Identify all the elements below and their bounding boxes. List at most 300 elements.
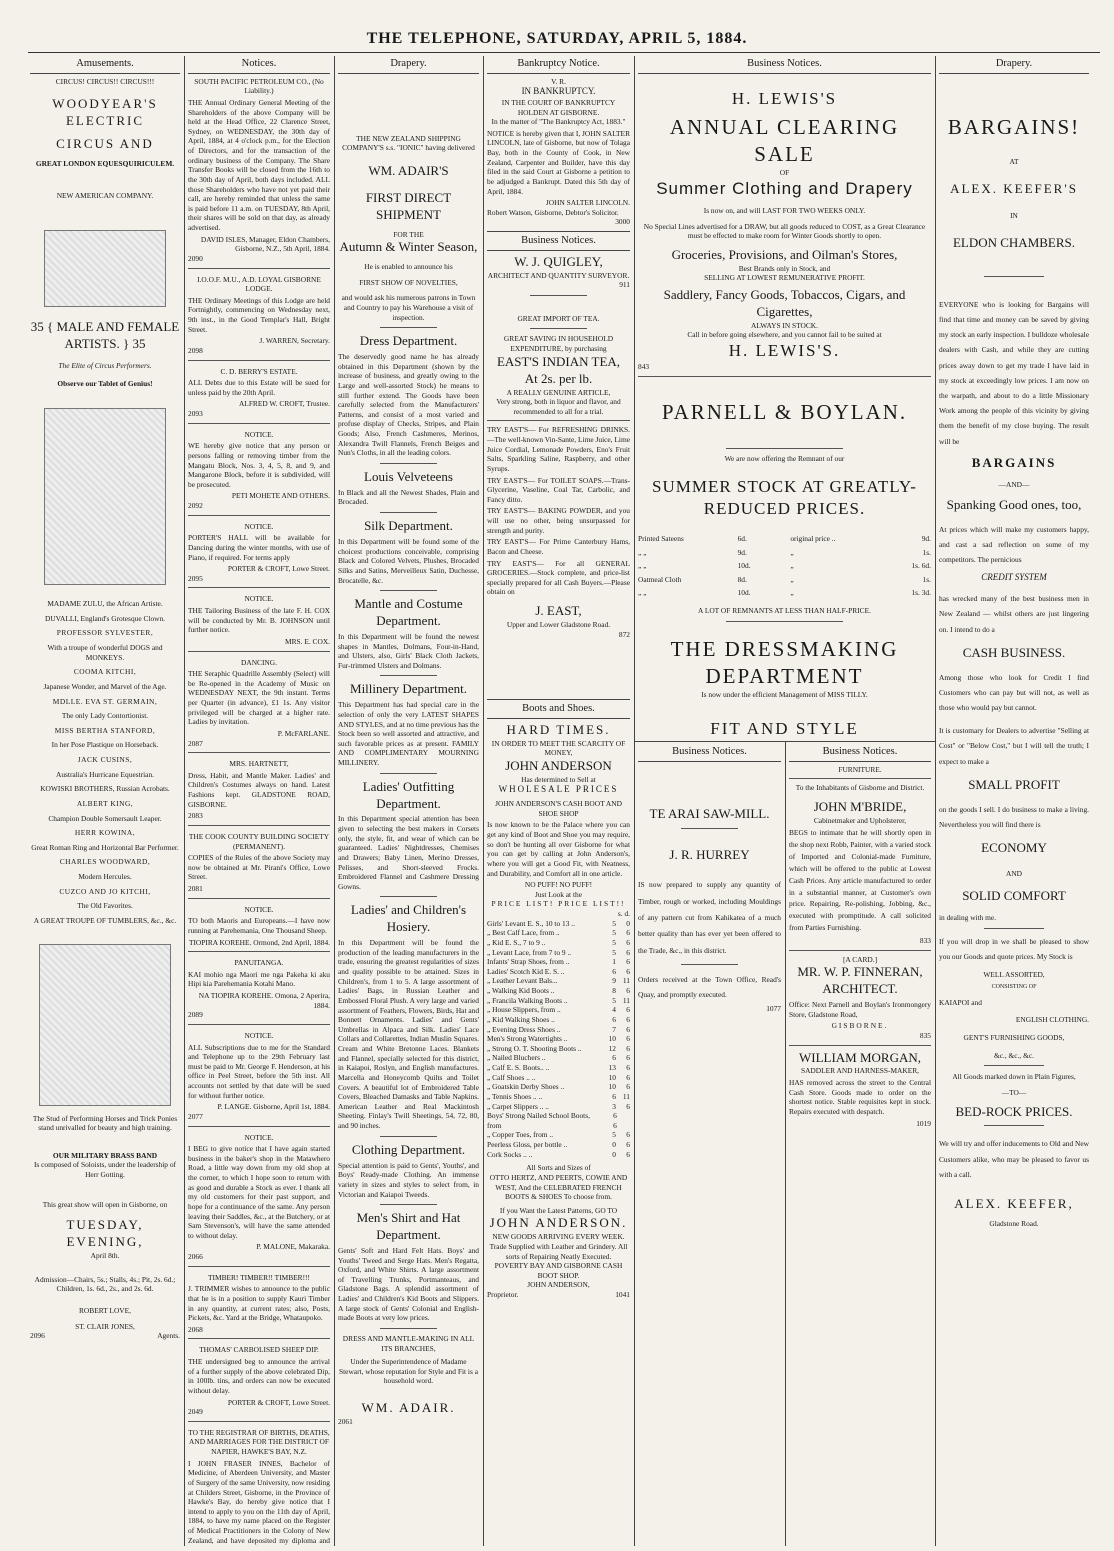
try-easts-item: TRY EAST'S— For all GENERAL GROCERIES.—Stock complete, and price-list specially prepared for all Cash Buyers.—Please obtain on	[487, 558, 630, 597]
solicit-line: and would ask his numerous patrons in Town and Country to pay his Warehouse a visit of inspection.	[341, 293, 476, 322]
notice-signature: P. LANGE. Gisborne, April 1st, 1884.	[217, 1102, 330, 1112]
remnant-original: 1s. 3d.	[911, 588, 931, 598]
finneran-office: Office: Next Parnell and Boylan's Ironmongery Store, Gladstone Road,	[789, 1000, 931, 1019]
cash-business: CASH BUSINESS.	[962, 644, 1066, 660]
circus-cry: CIRCUS! CIRCUS!! CIRCUS!!!	[55, 76, 155, 86]
lewis-name: H. LEWIS'S.	[728, 341, 841, 361]
te-arai: TE ARAI SAW-MILL.	[649, 805, 770, 821]
performer-line: ALBERT KING,	[76, 798, 134, 808]
parnell-boylan: PARNELL & BOYLAN.	[661, 399, 908, 424]
remnant-original: 1s.	[922, 574, 931, 584]
and-line: —AND—	[998, 479, 1030, 489]
notice-ad	[188, 832, 330, 899]
dept-title: Louis Velveteens	[364, 468, 453, 484]
notice-title: C. D. BERRY'S ESTATE.	[220, 366, 298, 376]
notice-signature: DAVID ISLES, Manager, Eldon Chambers, Gisborne, N.Z., 5th April, 1884.	[200, 234, 330, 254]
tilly-line: Is now under the efficient Management of MISS TILLY.	[701, 690, 868, 700]
price-item: Men's Strong Watertights ..	[487, 1034, 568, 1044]
notice-divider	[188, 651, 330, 652]
circus-title: GREAT LONDON EQUESQUIRICULEM.	[35, 158, 175, 168]
price-list-title: PRICE LIST! PRICE LIST!!	[491, 899, 626, 909]
notice-signature: P. McFARLANE.	[277, 728, 330, 738]
spanking-line: Spanking Good ones, too,	[946, 497, 1082, 513]
performer-line: The Old Favorites.	[77, 901, 133, 911]
price-pence: 6	[626, 1072, 630, 1082]
dressmaking-line: DRESS AND MANTLE-MAKING IN ALL ITS BRANCHES,	[342, 1333, 475, 1353]
price-shillings: 8	[612, 986, 616, 996]
notice-divider	[188, 898, 330, 899]
east-name: J. EAST,	[535, 603, 582, 619]
sawmill-orders: Orders received at the Town Office, Read's Quay, and promptly executed.	[638, 974, 781, 999]
section-heading: Drapery.	[939, 56, 1089, 74]
price-pence: 6	[626, 1014, 630, 1024]
remnants-line: A LOT OF REMNANTS AT LESS THAN HALF-PRICE.	[698, 606, 871, 616]
horse-rider-illustration	[44, 408, 166, 585]
crest: V. R.	[551, 76, 566, 86]
notice-title: THOMAS' CARBOLISED SHEEP DIP.	[199, 1345, 319, 1355]
price-shillings: 6	[612, 966, 616, 976]
keefer-body: on the goods I sell. I do business to make a living. Nevertheless you will find there is	[939, 804, 1089, 829]
ref-number: 2093	[188, 409, 203, 419]
price-shillings: 1	[612, 957, 616, 967]
performer-list	[30, 599, 180, 925]
notice-ad	[188, 522, 330, 589]
price-shillings: 10	[608, 1082, 616, 1092]
circus-illustration	[44, 230, 166, 307]
notice-ad	[188, 430, 330, 516]
price-pence: 6	[626, 937, 630, 947]
notice-body: COPIES of the Rules of the above Society may now be obtained at Mr. Pirani's Office, Lowe Street.	[188, 853, 330, 882]
dept-body: In Black and all the Newest Shades, Plain and Brocaded.	[338, 487, 479, 507]
price-row	[487, 928, 630, 938]
latest-patterns: If you Want the Latest Patterns, GO TO	[499, 1205, 618, 1215]
notice-title: TIMBER! TIMBER!! TIMBER!!!	[208, 1272, 310, 1282]
section-heading: Business Notices.	[789, 744, 931, 762]
price-item: „ Kid Walking Shoes ..	[487, 1014, 555, 1024]
notice-ad	[188, 958, 330, 1025]
notice-body: WE hereby give notice that any person or persons falling or removing timber from the Mangatu Block, Nos. 3, 4, 5, 8, and 9, and Mangarone Block, before it is subdivided, will be prosecuted.	[188, 441, 330, 489]
section-heading: Business Notices.	[487, 231, 630, 251]
price-shillings: 10	[608, 1072, 616, 1082]
notice-signature: J. WARREN, Secretary.	[259, 336, 330, 346]
notice-divider	[188, 752, 330, 753]
performer-line: In her Pose Plastique on Horseback.	[51, 740, 159, 750]
notice-ad	[188, 1428, 330, 1546]
gents-line: GENT'S FURNISHING GOODS,	[963, 1033, 1065, 1043]
trade-line: Trade Supplied with Leather and Grindery. All sorts of Repairing Neatly Executed.	[489, 1241, 628, 1261]
notice-body: THE Seraphic Quadrille Assembly (Select) will be Re-opened in the Academy of Music on WEDNESDAY NEXT, the 9th instant. Terms per Quarter (in advance), £1 1s. Any visitor privileged will be charged at a higher rate. Ladies by invitation.	[188, 669, 330, 727]
price-row	[487, 1053, 630, 1063]
price-item: „ Evening Dress Shoes ..	[487, 1024, 561, 1034]
price-shillings: 5	[612, 928, 616, 938]
to-inhabitants: To the Inhabitants of Gisborne and District.	[795, 783, 925, 793]
notice-body: ALL Subscriptions due to me for the Standard and Telephone up to the 29th February last must be paid to Mr. George F. Henderson, at his office in Peel Street, before the 5th inst. All accounts not settled by that date will be sued for without further notice.	[188, 1042, 330, 1100]
shop-title: JOHN ANDERSON'S CASH BOOT AND SHOE SHOP	[495, 799, 622, 818]
section-heading: Bankruptcy Notice.	[487, 56, 630, 74]
ref-number: 2066	[188, 1252, 203, 1262]
enabled-line: He is enabled to announce his	[364, 262, 453, 272]
dept-divider	[380, 675, 436, 676]
column-drapery-keefer	[939, 56, 1089, 1546]
column-sawmill	[638, 744, 781, 1544]
performer-line: MISS BERTHA STANFORD,	[54, 725, 156, 735]
notice-title: NOTICE.	[244, 1030, 274, 1040]
solicitor: Robert Watson, Gisborne, Debtor's Solicitor.	[487, 207, 619, 217]
remnant-row	[638, 534, 931, 544]
ref-number: 911	[619, 280, 630, 290]
notice-title: NOTICE.	[244, 904, 274, 914]
agent-name: ST. CLAIR JONES,	[75, 1321, 135, 1331]
ref-number: 2081	[188, 884, 203, 894]
dept-title: Mantle and Costume Department.	[354, 596, 463, 629]
notice-body: THE Annual Ordinary General Meeting of the Shareholders of the above Company will be held at the Head Office, 22 Clarence Street, Sydney, on WEDNESDAY, the 30th day of April, 1884, at 4 o'clock p.m., for the Election of Directors, and for the transaction of the ordinary business of the Company. The Share Transfer Books will be closed from the 16th to the 30th day of April, both days included. ALL those Shareholders who have not yet paid their call, are hereby reminded that unless the same is paid before 11 a.m. on TUESDAY, 8th April, their shares will be sold on that day, as already advertised.	[188, 97, 330, 233]
column-business-notices	[638, 56, 931, 736]
price-item: „ Carpet Slippers .. ..	[487, 1101, 549, 1111]
remnant-original-label: „	[790, 588, 794, 598]
dept-divider	[380, 463, 436, 464]
remnant-item: „ „	[638, 561, 647, 571]
price-row	[487, 1111, 630, 1130]
price-row	[487, 957, 630, 967]
notice-ad	[188, 594, 330, 651]
price-pence: 11	[622, 1091, 630, 1101]
in-line: IN	[1010, 211, 1018, 221]
remnant-original-label: „	[790, 547, 794, 557]
dept-divider	[380, 512, 436, 513]
notice-ad	[188, 905, 330, 953]
price-item: Cork Socks .. ..	[487, 1149, 533, 1159]
dept-divider	[380, 773, 436, 774]
performer-line: JACK CUSINS,	[77, 755, 133, 765]
price-unit-header: s. d.	[617, 909, 630, 919]
price-row	[487, 1034, 630, 1044]
notice-body: KAI mohio nga Maori me nga Pakeha ki aku Hipi kia Parehemania Kotahi Mano.	[188, 969, 330, 989]
performer-line: With a troupe of wonderful DOGS and MONKEYS.	[47, 643, 163, 662]
best-brands: Best Brands only in Stock, and	[738, 263, 831, 273]
performer-line: Modern Hercules.	[78, 872, 132, 882]
just-look: Just Look at the	[534, 889, 582, 899]
notice-title: NOTICE.	[244, 429, 274, 439]
dept-body: This Department has had special care in the selection of only the very LATEST SHAPES AND STYLES, and at no time previous has the Stock been so well assorted and attractive, and such favorable prices as at present. FAMILY AND COMPLIMENTARY MOURNING MILLINERY.	[338, 700, 479, 768]
keefer-body: At prices which will make my customers happy, and cast a sad reflection on some of my competitors. The pernicious	[939, 525, 1089, 565]
remnant-original-label: „	[790, 561, 794, 571]
now-on: Is now on, and will LAST FOR TWO WEEKS ONLY.	[703, 206, 866, 216]
no-puff: NO PUFF! NO PUFF!	[524, 880, 593, 890]
price-row	[487, 986, 630, 996]
price-shillings: 3	[612, 1101, 616, 1111]
price-row	[487, 1082, 630, 1092]
notice-divider	[188, 587, 330, 588]
finneran-name: MR. W. P. FINNERAN, ARCHITECT.	[797, 964, 923, 997]
notice-title: SOUTH PACIFIC PETROLEUM CO., (No Liability.)	[194, 76, 324, 96]
ref-number: 2049	[188, 1407, 203, 1417]
artists-count: 35 { MALE AND FEMALE ARTISTS. } 35	[30, 319, 180, 352]
always-line: ALWAYS IN STOCK.	[750, 320, 818, 330]
of-line: OF	[779, 168, 790, 178]
price-pence: 6	[626, 1053, 630, 1063]
dept-divider	[380, 1204, 436, 1205]
dept-divider	[380, 896, 436, 897]
marked-line: All Goods marked down in Plain Figures,	[952, 1072, 1076, 1082]
price-pence: 6	[626, 1063, 630, 1073]
notice-signature: PORTER & CROFT, Lowe Street.	[227, 564, 330, 574]
lewis-name: H. LEWIS'S	[731, 88, 838, 108]
price-item: „ Goatskin Derby Shoes ..	[487, 1082, 565, 1092]
price-shillings: 9	[612, 976, 616, 986]
dept-divider	[380, 590, 436, 591]
remnant-item: Printed Sateens	[638, 533, 684, 543]
performer-line: The only Lady Contortionist.	[61, 711, 149, 721]
dept-body: Gents' Soft and Hard Felt Hats. Boys' and Youths' Tweed and Serge Hats. Men's Regatta, Oxford, and White Shirts. A large assortment of Travelling Trunks, Portmanteaus, and Gladstone Bags. A splendid assortment of Ladies' and Children's Kid Boots and Slippers. A large stock of Gents' Colonial and English-made Boots at very low prices.	[338, 1245, 479, 1323]
tea-strong: Very strong, both in liquor and flavor, and recommended to all for a trial.	[496, 397, 621, 416]
price-shillings: 4	[612, 1005, 616, 1015]
notice-title: THE COOK COUNTY BUILDING SOCIETY (PERMANENT).	[188, 831, 330, 851]
notice-ad	[188, 367, 330, 424]
notice-signature: ALFRED W. CROFT, Trustee.	[238, 399, 330, 409]
price-shillings: 0	[612, 1149, 616, 1159]
ref-number: 2077	[188, 1111, 203, 1121]
price-pence: 6	[626, 1140, 630, 1150]
performer-line: Champion Double Somersault Leaper.	[48, 813, 162, 823]
tea-import: GREAT IMPORT OF TEA.	[517, 313, 600, 323]
ref-number: 2089	[188, 1010, 203, 1020]
ref-number: 1019	[916, 1118, 931, 1128]
performer-line: DUVALLI, England's Grotesque Clown.	[44, 613, 166, 623]
section-heading: Notices.	[188, 56, 330, 74]
remnant-original: 1s. 6d.	[911, 561, 931, 571]
ref-number: 1077	[766, 1004, 781, 1014]
keefer-body: EVERYONE who is looking for Bargains will find that time and money can be saved by giving my stock an early inspection. I bulldoze wholesale dealers with Cash, and while they are cutting prices away down to get my trade I have laid in my stock at exceedingly low prices. I am now on the warpath, and about to do a little Missionary Work among the people of this vicinity by giving them the benefit of my close buying. The result will be	[939, 299, 1089, 446]
superintendence-line: Under the Superintendence of Madame Stewart, whose reputation for Style and Fit is a household word.	[339, 1357, 478, 1386]
anderson-name: JOHN ANDERSON	[505, 757, 612, 773]
price-shillings: 6	[612, 1053, 616, 1063]
remnant-original: 1s.	[922, 547, 931, 557]
price-item: „ Francila Walking Boots ..	[487, 995, 568, 1005]
column-drapery-adair	[338, 56, 479, 1546]
mbride-trade: Cabinetmaker and Upholsterer,	[813, 815, 907, 825]
try-easts-item: TRY EAST'S— For REFRESHING DRINKS.—The well-known Vin-Sante, Lime Juice, Lime Juice Cordial, Lemonade Powders, Eno's Fruit Salts, Sparkling Saline, Raspberry, and other Syrups.	[487, 425, 630, 473]
remnant-price: 10d.	[737, 588, 751, 598]
dept-title: Clothing Department.	[351, 1141, 466, 1157]
notice-title: NOTICE.	[244, 594, 274, 604]
dept-title: Millinery Department.	[350, 681, 467, 697]
ref-number: 843	[638, 362, 650, 372]
shop-body: Is now known to be the Palace where you can get any kind of Boot and Shoe you may require, so don't be hunting all over Gisborne for what you can get by calling at John Anderson's, where you will get a Good Fit, with Neatness, and Durability, and Comfort all in one article.	[487, 820, 630, 878]
matter-line: In the matter of "The Bankruptcy Act, 1883."	[491, 117, 626, 127]
price-pence: 6	[626, 928, 630, 938]
notice-divider	[188, 423, 330, 424]
column-rule	[483, 56, 484, 1546]
notice-divider	[188, 360, 330, 361]
performer-line: MDLLE. EVA ST. GERMAIN,	[52, 696, 158, 706]
remnant-item: Oatmeal Cloth	[638, 574, 682, 584]
performer-line: KOWISKI BROTHERS, Russian Acrobats.	[40, 784, 170, 794]
notice-title: TO THE REGISTRAR OF BIRTHS, DEATHS, AND MARRIAGES FOR THE DISTRICT OF NAPIER, HAWKE'S BAY, N.Z.	[188, 1427, 330, 1457]
price-row	[487, 1092, 630, 1102]
at-line: AT	[1009, 156, 1019, 166]
dept-divider	[380, 327, 436, 328]
notice-ad	[188, 759, 330, 826]
price-row	[487, 1025, 630, 1035]
credit-system: CREDIT SYSTEM	[981, 571, 1047, 582]
performer-line: Japanese Wonder, and Marvel of the Age.	[43, 681, 167, 691]
price-shillings: 13	[608, 1063, 616, 1073]
performer-line: PROFESSOR SYLVESTER,	[56, 628, 154, 638]
notice-body: THE Tailoring Business of the late F. H. COX will be conducted by Mr. B. JOHNSON until further notice.	[188, 606, 330, 635]
price-row	[487, 976, 630, 986]
shipping-line: THE NEW ZEALAND SHIPPING COMPANY'S s.s. "IONIC" having delivered	[342, 133, 475, 153]
price-shillings: 7	[612, 1024, 616, 1034]
price-item: „ Calf Shoes .. ..	[487, 1072, 536, 1082]
band-desc: Is composed of Soloists, under the leadership of Herr Gotting.	[33, 1160, 177, 1180]
and-line: AND	[1005, 868, 1022, 878]
price-shillings: 5	[612, 947, 616, 957]
department-list	[338, 327, 479, 1323]
price-row	[487, 1073, 630, 1083]
performer-line: HERR KOWINA,	[74, 828, 136, 838]
performer-line: CUZCO AND JO KITCHI,	[59, 886, 151, 896]
performer-line: MADAME ZULU, the African Artiste.	[47, 599, 163, 609]
notice-ad	[188, 1133, 330, 1267]
price-item: „ Tennis Shoes .. ..	[487, 1091, 543, 1101]
dept-title: Ladies' and Children's Hosiery.	[350, 902, 467, 935]
price-item: Girls' Levant E. S., 10 to 13 ..	[487, 918, 575, 928]
price-shillings: 6	[613, 1111, 617, 1121]
remnant-row	[638, 588, 931, 598]
tea-name: EAST'S INDIAN TEA,	[496, 353, 621, 369]
price-item: „ Nailed Bluchers ..	[487, 1053, 546, 1063]
notice-signature: MRS. E. COX.	[285, 636, 330, 646]
column-notices	[188, 56, 330, 1546]
tea-saving: GREAT SAVING IN HOUSEHOLD EXPENDITURE, by purchasing	[503, 334, 614, 354]
price-shillings: 5	[612, 937, 616, 947]
remnant-price-table	[638, 534, 931, 598]
notice-divider	[188, 825, 330, 826]
performer-line: COOMA KITCHI,	[73, 667, 137, 677]
keefer-body: has wrecked many of the best business men in New Zealand — whilst others are just lingering on. I intend to do a	[939, 594, 1089, 634]
notice-signature: TIOPIRA KOREHE. Ormond, 2nd April, 1884.	[188, 937, 330, 947]
try-easts-item: TRY EAST'S— BAKING POWDER, and you will use no other, being unsurpassed for strength and purity.	[487, 506, 630, 535]
annual-sale: ANNUAL CLEARING SALE	[669, 114, 900, 167]
dept-body: In this Department special attention has been given to selecting the best makers in Corsets only, the style, fit, and wear of which can be guaranteed. Ladies' Nightdresses, Chemises and Drawers; Baby Linen, Merino Dresses, Pelisses, and Short-sleeved Frocks. Embroidered Flannel and Cashmere Dressing Gowns.	[338, 814, 479, 891]
ref-number: 2096	[30, 1331, 45, 1341]
notice-title: DANCING.	[241, 657, 277, 667]
ref-number: 872	[618, 629, 630, 639]
price-shillings: 6	[612, 1091, 616, 1101]
bed-rock: BED-ROCK PRICES.	[955, 1103, 1073, 1119]
notice-body: J. TRIMMER wishes to announce to the public that he is in a position to supply Kauri Timber in any quantity, at current rates; also, Posts, Pickets, &c. Yard at the Bridge, Whataupoko.	[188, 1284, 330, 1323]
keefer-body: Among those who look for Credit I find Customers who can pay but will not, as well as those who would pay but cannot.	[939, 672, 1089, 713]
remnant-row	[638, 561, 931, 571]
tuesday-line: TUESDAY, EVENING,	[66, 1217, 144, 1250]
price-pence: 6	[626, 1034, 630, 1044]
price-row	[487, 938, 630, 948]
notice-body: TO both Maoris and Europeans.—I have now running at Parehemania, One Thousand Sheep.	[188, 916, 330, 935]
price-pence: 6	[626, 1149, 630, 1159]
notice-divider	[188, 1126, 330, 1127]
dealing-line: in dealing with me.	[939, 913, 997, 923]
column-amusements	[30, 56, 180, 1546]
scarcity-line: IN ORDER TO MEET THE SCARCITY OF MONEY,	[491, 738, 626, 758]
opening-line: This great show will open in Gisborne, on	[42, 1199, 168, 1209]
column-rule	[334, 56, 335, 1546]
price-item: „ Best Calf Lace, from ..	[487, 928, 560, 938]
signer: JOHN SALTER LINCOLN.	[545, 198, 630, 208]
price-row	[487, 1102, 630, 1112]
ref-number: 1041	[615, 1290, 630, 1300]
price-pence: 11	[622, 976, 630, 986]
notice-body: I JOHN FRASER INNES, Bachelor of Medicine, of Aberdeen University, and Master of Surgery of the same University, now residing at Childers Street, Gisborne, in the Province of Hawke's Bay, do hereby give notice that I intend to apply to you on the 11th day of April, 1884, to have my name placed on the Register of Medical Practitioners in the Colony of New Zealand, and have deposited my diploma and	[188, 1458, 330, 1545]
quigley-name: W. J. QUIGLEY,	[514, 253, 603, 269]
notice-title: NOTICE.	[244, 1132, 274, 1142]
remnant-original-label: original price ..	[790, 533, 836, 543]
dept-body: Special attention is paid to Gents', Youths', and Boys' Ready-made Clothing. An immense variety in sizes and styles to select from, in Victorian and Kaiapoi Tweeds.	[338, 1160, 479, 1199]
notice-signature: PETI MOHETE AND OTHERS.	[231, 491, 330, 501]
notice-body: Dress, Habit, and Mantle Maker. Ladies' and Children's Costumes always on hand. Latest Fashions kept. GLADSTONE ROAD, GISBORNE.	[188, 770, 330, 809]
remnant-original: 9d.	[921, 533, 931, 543]
price-pence: 6	[626, 1043, 630, 1053]
price-row	[487, 1140, 630, 1150]
column-rule	[935, 56, 936, 1546]
furniture-title: FURNITURE.	[838, 764, 882, 774]
price-item: „ Kid E. S., 7 to 9 ..	[487, 937, 546, 947]
boot-price-table	[487, 919, 630, 1160]
agent-name: ROBERT LOVE,	[79, 1306, 131, 1315]
saddlery-line: Saddlery, Fancy Goods, Tobaccos, Cigars, and Cigarettes,	[663, 287, 906, 319]
notice-ad	[188, 275, 330, 361]
performer-line: CHARLES WOODWARD,	[59, 857, 151, 867]
dressmaking-dept: THE DRESSMAKING DEPARTMENT	[670, 636, 899, 688]
column-rule	[785, 742, 786, 1546]
groceries-line: Groceries, Provisions, and Oilman's Stores,	[671, 246, 898, 262]
remnant-item: „ „	[638, 588, 647, 598]
keefer-name: ALEX. KEEFER'S	[950, 180, 1078, 196]
column-rule	[184, 56, 185, 1546]
price-pence: 6	[613, 1120, 617, 1130]
keefer-body: If you will drop in we shall be pleased to show you our Goods and quote prices. My Stock is	[939, 937, 1089, 962]
ref-number: 2087	[188, 738, 203, 748]
price-row	[487, 1130, 630, 1140]
price-pence: 6	[626, 986, 630, 996]
top-rule	[28, 52, 1100, 53]
dept-title: Dress Department.	[359, 333, 458, 349]
section-heading: Business Notices.	[638, 744, 781, 762]
ref-number: 835	[919, 1030, 931, 1040]
band-title: OUR MILITARY BRASS BAND	[52, 1150, 158, 1160]
price-pence: 6	[626, 957, 630, 967]
price-item: Boys' Strong Nailed School Boots, from	[487, 1111, 590, 1130]
ref-number: 2068	[188, 1324, 203, 1334]
wholesale-line: WHOLESALE PRICES	[498, 784, 619, 795]
price-pence: 6	[626, 966, 630, 976]
call-line: Call in before going elsewhere, and you cannot fail to be suited at	[687, 330, 882, 340]
column-rule	[634, 56, 635, 1546]
dept-title: Ladies' Outfitting Department.	[362, 778, 455, 811]
mbride-name: JOHN M'BRIDE,	[813, 798, 907, 814]
summer-stock: SUMMER STOCK AT GREATLY-REDUCED PRICES.	[652, 476, 917, 518]
remnant-item: „ „	[638, 547, 647, 557]
price-row	[487, 919, 630, 929]
keefer-road: Gladstone Road.	[989, 1218, 1039, 1228]
price-item: „ Levant Lace, from 7 to 9 ..	[487, 947, 572, 957]
finneran-town: GISBORNE.	[831, 1021, 889, 1031]
price-row	[487, 1015, 630, 1025]
price-row	[487, 948, 630, 958]
remnant-price: 8d.	[737, 574, 747, 584]
price-item: „ Leather Levant Bals...	[487, 976, 558, 986]
price-item: „ Calf E. S. Boots.. ..	[487, 1063, 550, 1073]
notice-divider	[188, 1266, 330, 1267]
